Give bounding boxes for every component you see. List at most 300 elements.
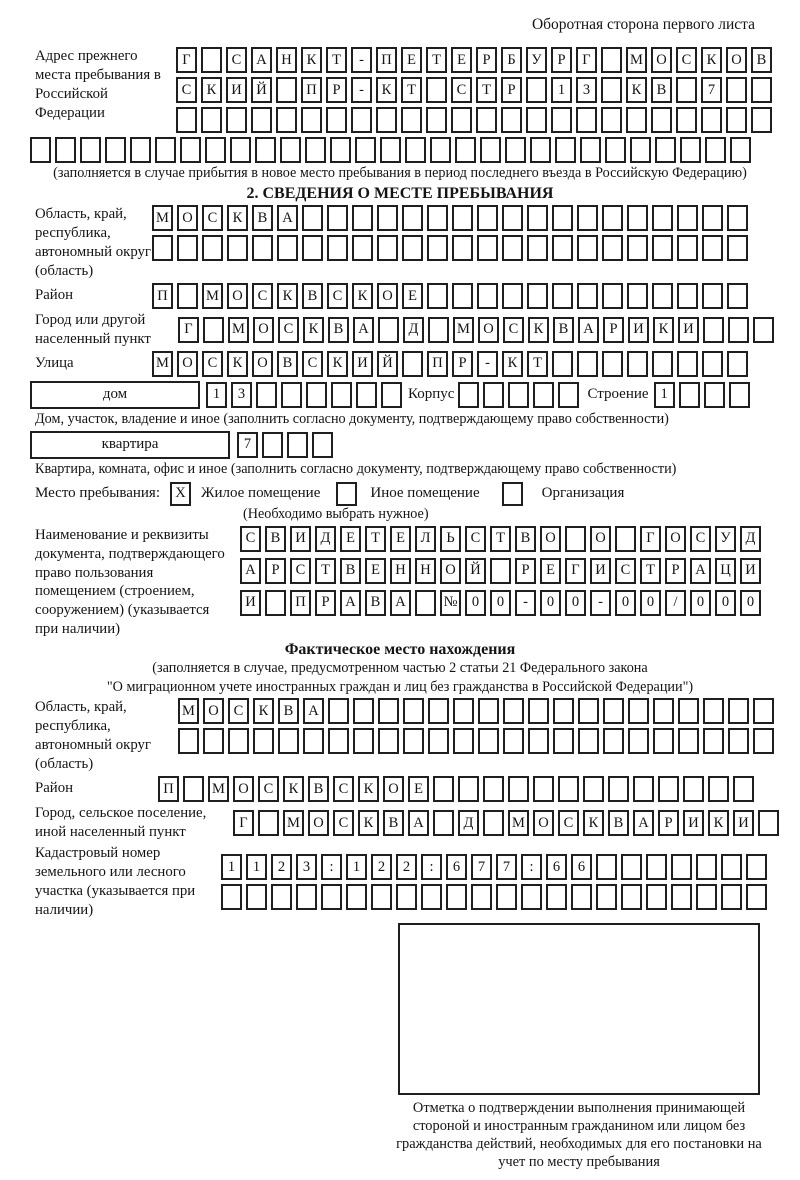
char-cell[interactable] [201,47,222,73]
char-cell[interactable]: В [328,317,349,343]
apartment-type-box[interactable]: квартира [30,431,230,459]
char-cell[interactable] [677,351,698,377]
char-cell[interactable] [696,884,717,910]
char-cell[interactable] [553,728,574,754]
char-cell[interactable] [396,884,417,910]
char-cell[interactable]: Е [402,283,423,309]
char-cell[interactable]: Р [501,77,522,103]
char-cell[interactable] [258,810,279,836]
char-cell[interactable] [578,698,599,724]
char-cell[interactable]: А [353,317,374,343]
char-cell[interactable]: В [252,205,273,231]
char-cell[interactable]: О [533,810,554,836]
char-cell[interactable] [746,854,767,880]
char-cell[interactable]: С [451,77,472,103]
char-cell[interactable] [301,107,322,133]
char-cell[interactable]: К [201,77,222,103]
char-cell[interactable] [428,698,449,724]
char-cell[interactable] [155,137,176,163]
char-cell[interactable]: С [558,810,579,836]
char-cell[interactable] [352,205,373,231]
char-cell[interactable] [262,432,283,458]
char-cell[interactable] [130,137,151,163]
char-cell[interactable] [496,884,517,910]
char-cell[interactable] [628,698,649,724]
char-cell[interactable]: : [521,854,542,880]
char-cell[interactable] [433,776,454,802]
char-cell[interactable]: В [278,698,299,724]
char-cell[interactable]: С [258,776,279,802]
char-cell[interactable]: К [376,77,397,103]
char-cell[interactable] [655,137,676,163]
char-cell[interactable] [203,317,224,343]
char-cell[interactable]: С [240,526,261,552]
char-cell[interactable]: Д [315,526,336,552]
char-cell[interactable] [427,235,448,261]
char-cell[interactable] [302,205,323,231]
char-cell[interactable]: : [321,854,342,880]
char-cell[interactable]: Б [501,47,522,73]
house-type-box[interactable]: дом [30,381,200,409]
char-cell[interactable] [602,235,623,261]
char-cell[interactable] [226,107,247,133]
char-cell[interactable]: Ц [715,558,736,584]
char-cell[interactable] [426,107,447,133]
char-cell[interactable] [652,205,673,231]
char-cell[interactable] [727,205,748,231]
char-cell[interactable] [255,137,276,163]
char-cell[interactable]: П [376,47,397,73]
char-cell[interactable]: О [377,283,398,309]
char-cell[interactable] [627,235,648,261]
char-cell[interactable] [305,137,326,163]
char-cell[interactable] [683,776,704,802]
char-cell[interactable] [30,137,51,163]
char-cell[interactable]: К [227,351,248,377]
char-cell[interactable] [646,854,667,880]
char-cell[interactable]: Е [451,47,472,73]
char-cell[interactable]: К [358,810,379,836]
char-cell[interactable]: В [751,47,772,73]
char-cell[interactable] [601,47,622,73]
char-cell[interactable] [727,235,748,261]
char-cell[interactable]: / [665,590,686,616]
char-cell[interactable]: Й [251,77,272,103]
char-cell[interactable] [703,698,724,724]
char-cell[interactable] [458,382,479,408]
char-cell[interactable] [180,137,201,163]
char-cell[interactable]: К [301,47,322,73]
char-cell[interactable]: Е [390,526,411,552]
char-cell[interactable]: 2 [271,854,292,880]
char-cell[interactable]: С [176,77,197,103]
char-cell[interactable]: 3 [296,854,317,880]
char-cell[interactable]: О [726,47,747,73]
char-cell[interactable] [502,235,523,261]
char-cell[interactable] [453,728,474,754]
char-cell[interactable]: Е [540,558,561,584]
char-cell[interactable] [246,884,267,910]
char-cell[interactable] [721,884,742,910]
char-cell[interactable]: Р [551,47,572,73]
char-cell[interactable]: О [177,205,198,231]
char-cell[interactable] [658,776,679,802]
char-cell[interactable] [428,728,449,754]
char-cell[interactable] [602,283,623,309]
char-cell[interactable] [377,205,398,231]
char-cell[interactable]: 7 [496,854,517,880]
char-cell[interactable] [546,884,567,910]
char-cell[interactable] [328,728,349,754]
char-cell[interactable] [702,351,723,377]
char-cell[interactable]: А [690,558,711,584]
char-cell[interactable]: С [676,47,697,73]
char-cell[interactable] [455,137,476,163]
char-cell[interactable] [471,884,492,910]
char-cell[interactable] [730,137,751,163]
char-cell[interactable]: 0 [690,590,711,616]
char-cell[interactable]: О [233,776,254,802]
char-cell[interactable]: А [251,47,272,73]
char-cell[interactable] [302,235,323,261]
char-cell[interactable]: О [590,526,611,552]
char-cell[interactable] [427,283,448,309]
char-cell[interactable] [678,698,699,724]
char-cell[interactable]: М [626,47,647,73]
char-cell[interactable]: Г [233,810,254,836]
char-cell[interactable]: К [708,810,729,836]
char-cell[interactable]: 3 [576,77,597,103]
char-cell[interactable] [571,884,592,910]
char-cell[interactable] [427,205,448,231]
char-cell[interactable]: 0 [615,590,636,616]
char-cell[interactable]: Р [476,47,497,73]
char-cell[interactable] [276,107,297,133]
char-cell[interactable]: 0 [740,590,761,616]
char-cell[interactable] [627,283,648,309]
char-cell[interactable]: П [301,77,322,103]
char-cell[interactable]: О [540,526,561,552]
char-cell[interactable]: С [465,526,486,552]
char-cell[interactable]: К [352,283,373,309]
char-cell[interactable]: Т [527,351,548,377]
char-cell[interactable]: 7 [237,432,258,458]
char-cell[interactable] [476,107,497,133]
char-cell[interactable]: И [678,317,699,343]
char-cell[interactable] [503,698,524,724]
char-cell[interactable]: 0 [715,590,736,616]
char-cell[interactable] [677,205,698,231]
char-cell[interactable] [671,884,692,910]
char-cell[interactable] [704,382,725,408]
char-cell[interactable]: В [651,77,672,103]
char-cell[interactable]: С [228,698,249,724]
char-cell[interactable] [452,283,473,309]
char-cell[interactable]: С [202,351,223,377]
char-cell[interactable] [528,698,549,724]
char-cell[interactable] [433,810,454,836]
char-cell[interactable]: О [227,283,248,309]
char-cell[interactable] [177,283,198,309]
char-cell[interactable]: Е [365,558,386,584]
char-cell[interactable] [626,107,647,133]
char-cell[interactable]: М [152,351,173,377]
char-cell[interactable] [458,776,479,802]
char-cell[interactable] [331,382,352,408]
char-cell[interactable] [753,698,774,724]
char-cell[interactable] [505,137,526,163]
char-cell[interactable] [583,776,604,802]
char-cell[interactable]: И [226,77,247,103]
char-cell[interactable]: 3 [231,382,252,408]
char-cell[interactable] [577,235,598,261]
char-cell[interactable] [521,884,542,910]
char-cell[interactable] [621,884,642,910]
char-cell[interactable]: О [440,558,461,584]
char-cell[interactable] [201,107,222,133]
char-cell[interactable] [678,728,699,754]
char-cell[interactable] [483,776,504,802]
char-cell[interactable] [701,107,722,133]
char-cell[interactable] [753,317,774,343]
char-cell[interactable] [558,382,579,408]
char-cell[interactable]: Д [740,526,761,552]
char-cell[interactable] [276,77,297,103]
char-cell[interactable]: В [277,351,298,377]
char-cell[interactable] [253,728,274,754]
char-cell[interactable] [551,107,572,133]
char-cell[interactable] [527,235,548,261]
char-cell[interactable]: Р [452,351,473,377]
char-cell[interactable] [402,205,423,231]
char-cell[interactable] [727,351,748,377]
char-cell[interactable] [376,107,397,133]
char-cell[interactable]: И [290,526,311,552]
char-cell[interactable]: 6 [446,854,467,880]
char-cell[interactable] [558,776,579,802]
char-cell[interactable]: Т [490,526,511,552]
char-cell[interactable] [552,235,573,261]
char-cell[interactable] [630,137,651,163]
char-cell[interactable]: К [277,283,298,309]
char-cell[interactable]: Ь [440,526,461,552]
char-cell[interactable]: С [690,526,711,552]
char-cell[interactable] [421,884,442,910]
char-cell[interactable]: П [427,351,448,377]
char-cell[interactable]: М [208,776,229,802]
char-cell[interactable] [381,382,402,408]
char-cell[interactable] [602,205,623,231]
char-cell[interactable]: К [358,776,379,802]
char-cell[interactable]: Р [515,558,536,584]
char-cell[interactable]: М [202,283,223,309]
char-cell[interactable] [596,854,617,880]
char-cell[interactable] [565,526,586,552]
char-cell[interactable] [526,107,547,133]
char-cell[interactable] [526,77,547,103]
char-cell[interactable] [230,137,251,163]
char-cell[interactable] [533,776,554,802]
char-cell[interactable] [703,317,724,343]
char-cell[interactable]: Д [403,317,424,343]
char-cell[interactable] [652,235,673,261]
char-cell[interactable]: Р [315,590,336,616]
char-cell[interactable]: К [502,351,523,377]
char-cell[interactable]: О [383,776,404,802]
char-cell[interactable] [602,351,623,377]
char-cell[interactable]: - [351,47,372,73]
char-cell[interactable]: 1 [654,382,675,408]
char-cell[interactable] [403,728,424,754]
char-cell[interactable]: А [303,698,324,724]
char-cell[interactable]: 0 [540,590,561,616]
char-cell[interactable] [352,235,373,261]
char-cell[interactable] [483,382,504,408]
char-cell[interactable] [680,137,701,163]
char-cell[interactable] [527,205,548,231]
char-cell[interactable] [183,776,204,802]
char-cell[interactable] [702,283,723,309]
char-cell[interactable]: К [583,810,604,836]
char-cell[interactable] [327,235,348,261]
char-cell[interactable] [453,698,474,724]
char-cell[interactable] [265,590,286,616]
char-cell[interactable] [508,382,529,408]
char-cell[interactable] [601,77,622,103]
char-cell[interactable] [280,137,301,163]
char-cell[interactable] [80,137,101,163]
char-cell[interactable] [353,728,374,754]
char-cell[interactable]: Т [315,558,336,584]
char-cell[interactable]: № [440,590,461,616]
char-cell[interactable]: Й [465,558,486,584]
char-cell[interactable]: М [508,810,529,836]
char-cell[interactable] [327,205,348,231]
char-cell[interactable] [321,884,342,910]
char-cell[interactable]: 6 [546,854,567,880]
char-cell[interactable] [753,728,774,754]
char-cell[interactable] [377,235,398,261]
char-cell[interactable]: И [683,810,704,836]
char-cell[interactable]: К [253,698,274,724]
char-cell[interactable] [477,235,498,261]
char-cell[interactable]: А [578,317,599,343]
char-cell[interactable]: С [252,283,273,309]
char-cell[interactable] [727,283,748,309]
char-cell[interactable]: М [152,205,173,231]
char-cell[interactable] [256,382,277,408]
char-cell[interactable]: С [226,47,247,73]
char-cell[interactable]: - [477,351,498,377]
char-cell[interactable]: К [653,317,674,343]
char-cell[interactable]: - [515,590,536,616]
char-cell[interactable]: Р [603,317,624,343]
char-cell[interactable] [580,137,601,163]
char-cell[interactable]: Р [665,558,686,584]
char-cell[interactable] [326,107,347,133]
char-cell[interactable] [502,283,523,309]
char-cell[interactable] [729,382,750,408]
char-cell[interactable] [202,235,223,261]
char-cell[interactable]: О [665,526,686,552]
char-cell[interactable]: И [590,558,611,584]
char-cell[interactable]: 1 [346,854,367,880]
char-cell[interactable]: Г [178,317,199,343]
char-cell[interactable] [733,776,754,802]
char-cell[interactable]: 7 [471,854,492,880]
char-cell[interactable] [633,776,654,802]
char-cell[interactable]: 7 [701,77,722,103]
char-cell[interactable]: К [283,776,304,802]
char-cell[interactable] [205,137,226,163]
char-cell[interactable] [728,317,749,343]
char-cell[interactable] [203,728,224,754]
char-cell[interactable] [105,137,126,163]
char-cell[interactable] [55,137,76,163]
char-cell[interactable]: Г [576,47,597,73]
char-cell[interactable] [577,205,598,231]
char-cell[interactable] [178,728,199,754]
char-cell[interactable]: В [340,558,361,584]
char-cell[interactable]: Е [340,526,361,552]
checkbox-dwelling[interactable]: X [170,482,191,506]
char-cell[interactable]: 0 [640,590,661,616]
char-cell[interactable]: С [202,205,223,231]
char-cell[interactable]: Р [265,558,286,584]
char-cell[interactable]: И [352,351,373,377]
char-cell[interactable] [176,107,197,133]
char-cell[interactable]: Н [276,47,297,73]
char-cell[interactable] [452,205,473,231]
char-cell[interactable] [312,432,333,458]
char-cell[interactable] [483,810,504,836]
char-cell[interactable] [378,698,399,724]
char-cell[interactable] [508,776,529,802]
char-cell[interactable] [303,728,324,754]
char-cell[interactable]: С [503,317,524,343]
char-cell[interactable] [353,698,374,724]
char-cell[interactable] [356,382,377,408]
char-cell[interactable] [501,107,522,133]
char-cell[interactable]: В [383,810,404,836]
char-cell[interactable] [502,205,523,231]
char-cell[interactable]: 2 [371,854,392,880]
char-cell[interactable]: С [278,317,299,343]
char-cell[interactable]: И [628,317,649,343]
char-cell[interactable]: К [303,317,324,343]
char-cell[interactable]: : [421,854,442,880]
char-cell[interactable] [702,235,723,261]
char-cell[interactable]: И [733,810,754,836]
char-cell[interactable] [677,235,698,261]
char-cell[interactable] [478,728,499,754]
char-cell[interactable] [679,382,700,408]
char-cell[interactable]: Р [658,810,679,836]
char-cell[interactable] [528,728,549,754]
char-cell[interactable]: П [158,776,179,802]
char-cell[interactable]: О [177,351,198,377]
char-cell[interactable]: В [265,526,286,552]
char-cell[interactable] [703,728,724,754]
char-cell[interactable]: В [553,317,574,343]
char-cell[interactable] [403,698,424,724]
char-cell[interactable]: П [290,590,311,616]
char-cell[interactable]: 0 [565,590,586,616]
char-cell[interactable]: В [365,590,386,616]
char-cell[interactable] [553,698,574,724]
char-cell[interactable] [577,351,598,377]
char-cell[interactable] [430,137,451,163]
